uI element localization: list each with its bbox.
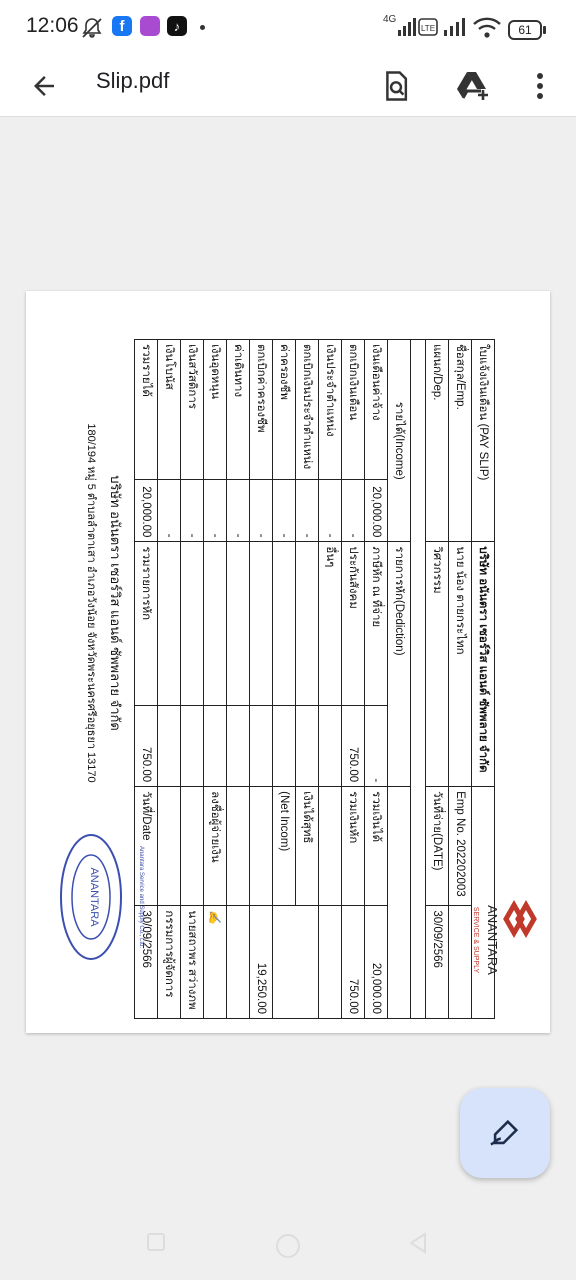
table-row: ตกเบิกเงินเดือน - ประกันสังคม 750.00 รวมเงินหัก 750.00 [342, 340, 365, 1019]
table-row: ตกเบิกค่าครองชีพ - 19,250.00 [250, 340, 273, 1019]
notification-dot-icon [200, 25, 205, 30]
tiktok-icon: ♪ [167, 16, 187, 36]
signal-2-icon [440, 16, 468, 38]
mute-icon [80, 16, 104, 40]
network-type: 4G [383, 14, 397, 25]
recent-apps-button[interactable] [146, 1232, 166, 1257]
home-icon [274, 1232, 302, 1260]
edit-annotate-button[interactable] [460, 1088, 550, 1178]
facebook-icon: f [112, 16, 132, 36]
add-to-drive-button[interactable] [451, 64, 495, 108]
home-button[interactable] [274, 1232, 302, 1265]
system-nav-bar [0, 1210, 576, 1280]
svg-text:ANANTARA: ANANTARA [88, 867, 100, 927]
table-row: ชื่อสกุล/Emp. นาย น้อง ตายกระไทก Emp No. 202202003 [449, 340, 472, 1019]
svg-text:ANANTARA: ANANTARA [485, 905, 500, 975]
back-triangle-icon [408, 1232, 428, 1254]
wifi-icon [472, 16, 502, 40]
podcast-app-icon [140, 16, 160, 36]
app-bar [0, 56, 576, 117]
more-options-button[interactable] [518, 64, 562, 108]
signal-icon [382, 16, 416, 38]
table-row: เงินเดือนค่าจ้าง 20,000.00 ภาษีหัก ณ ที่จ่าย - รวมเงินได้ 20,000.00 [365, 340, 388, 1019]
table-row: รายได้(Income) รายการหัก(Dediction) [388, 340, 411, 1019]
status-time: 12:06 [26, 14, 79, 37]
recent-apps-icon [146, 1232, 166, 1252]
table-row: ตกเบิกเงินประจำตำแหน่ง - เงินได้สุทธิ [296, 340, 319, 1019]
svg-text:Anantara Service and Supply Co: Anantara Service and Supply Co., Ltd. [138, 845, 144, 949]
back-button[interactable] [22, 64, 66, 108]
document-title: Slip.pdf [96, 68, 170, 93]
svg-text:SERVICE & SUPPLY: SERVICE & SUPPLY [472, 906, 479, 974]
table-row: แผนก/Dep. วิศวกรรม วันที่จ่าย(DATE) 30/09/2566 [426, 340, 449, 1019]
back-nav-button[interactable] [408, 1232, 428, 1259]
table-row: ค่าเดินทาง - [227, 340, 250, 1019]
volte-icon [418, 18, 438, 36]
more-vert-icon [536, 72, 544, 100]
table-row: เงินประจำตำแหน่ง - อื่นๆ [319, 340, 342, 1019]
back-arrow-icon [29, 71, 59, 101]
payslip-table [134, 339, 495, 1019]
table-row: เงินโบนัส - กรรมการผู้จัดการ [158, 340, 181, 1019]
company-name: บริษัท อนันตรา เซอร์วิส แอนด์ ซัพพลาย จำกัด [108, 475, 123, 731]
status-bar [0, 0, 576, 56]
table-row: เงินสวัสดิการ - นายสถาพร สว่างภพ [181, 340, 204, 1019]
drive-add-icon [455, 70, 491, 102]
table-row: ค่าครองชีพ - (Net Incom) [273, 340, 296, 1019]
table-row: เงินอุดหนุน - ลงชื่อผู้จ่ายเงิน ✍ [204, 340, 227, 1019]
company-stamp [58, 832, 144, 962]
svg-text:LTE: LTE [420, 24, 436, 33]
find-in-document-button[interactable] [374, 64, 418, 108]
search-document-icon [381, 70, 411, 102]
pen-annotate-icon [488, 1116, 522, 1150]
table-row: ใบแจ้งเงินเดือน (PAY SLIP) บริษัท อนันตรา เซอร์วิส แอนด์ ซัพพลาย จำกัด [472, 340, 495, 1019]
battery-icon: 61 [508, 20, 542, 40]
company-address: 180/194 หมู่ 5 ตำบลลำตาเสา อำเภอวังน้อย จังหวัดพระนครศรีอยุธยา 13170 [85, 423, 97, 783]
table-row: รวมรายได้ 20,000.00 รวมรายการหัก 750.00 วันที่/Date 30/09/2566 [135, 340, 158, 1019]
